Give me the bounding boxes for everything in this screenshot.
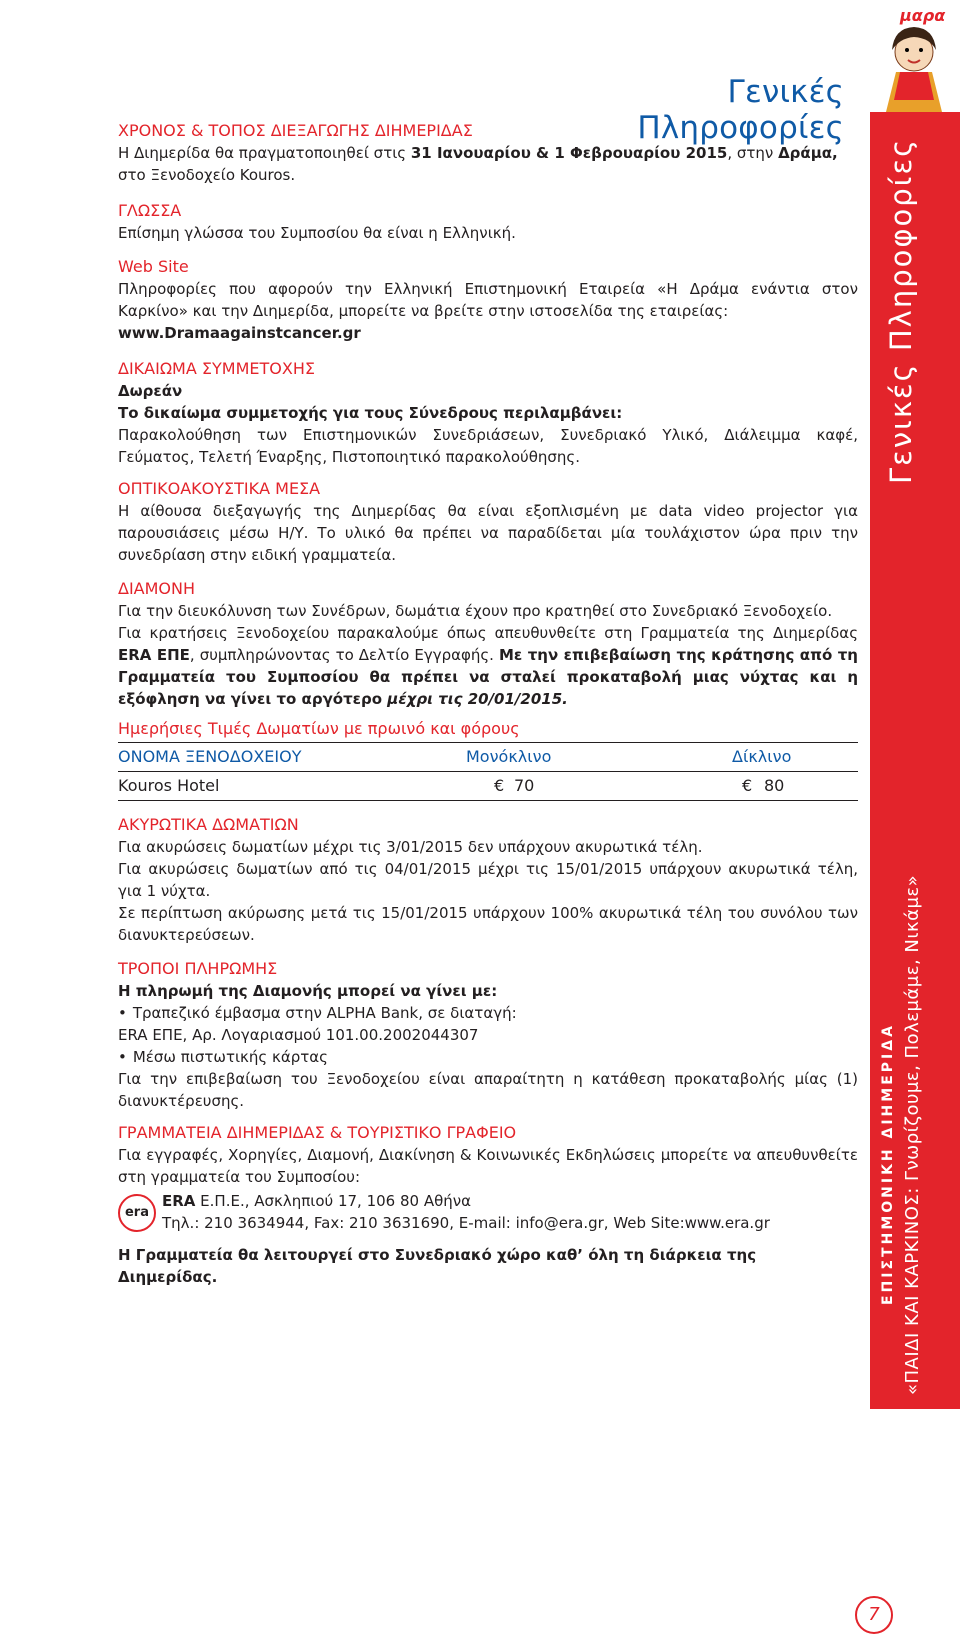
cancellation-line3: Σε περίπτωση ακύρωσης μετά τις 15/01/2015 υπάρχουν 100% ακυρωτικά τέλη του συνόλου των διανυκτερεύσεων. xyxy=(118,904,858,944)
col-double: Δίκλινο xyxy=(732,747,792,766)
page-number: 7 xyxy=(855,1596,893,1634)
payment-intro: Η πληρωμή της Διαμονής μπορεί να γίνει με: xyxy=(118,982,498,1000)
currency-symbol: € xyxy=(742,776,753,795)
section-venue xyxy=(118,120,858,186)
language-text: Επίσημη γλώσσα του Συμποσίου θα είναι η Ελληνική. xyxy=(118,224,516,242)
av-heading: ΟΠΤΙΚΟΑΚΟΥΣΤΙΚΑ ΜΕΣΑ xyxy=(118,479,321,498)
section-participation xyxy=(118,358,858,468)
rates-table xyxy=(118,742,858,801)
rates-heading: Ημερήσιες Τιμές Δωματίων με πρωινό και φόρους xyxy=(118,719,520,738)
secretariat-contacts: Τηλ.: 210 3634944, Fax: 210 3631690, E-mail: info@era.gr, Web Site:www.era.gr xyxy=(162,1214,770,1232)
accommodation-line2: Για κρατήσεις Ξενοδοχείου παρακαλούμε όπως απευθυνθείτε στη Γραμματεία της Διημερίδας ERA ΕΠΕ, συμπληρώνοντας το Δελτίο Εγγραφής. Με την επιβεβαίωση της κράτησης από τη Γραμματεία του Συμποσίου θα πρέπει να σταλεί προκαταβολή μιας νύχτας και η εξόφληση να γίνει το αργότερο μέχρι τις 20/01/2015. xyxy=(118,624,858,708)
section-accommodation xyxy=(118,578,858,710)
section-language xyxy=(118,200,858,244)
participation-heading: ΔΙΚΑΙΩΜΑ ΣΥΜΜΕΤΟΧΗΣ xyxy=(118,359,315,378)
av-text: Η αίθουσα διεξαγωγής της Διημερίδας θα είναι εξοπλισμένη με data video projector για παρουσιάσεις μέσω Η/Υ. Το υλικό θα πρέπει να παραδίδεται μία τουλάχιστον ώρα πριν την συνεδρίαση στην ειδική γραμματεία. xyxy=(118,502,858,564)
venue-text-line2: στο Ξενοδοχείο Kouros. xyxy=(118,166,296,184)
sidebar-vertical-title: Γενικές Πληροφορίες xyxy=(884,137,918,484)
payment-heading: ΤΡΟΠΟΙ ΠΛΗΡΩΜΗΣ xyxy=(118,959,278,978)
sidebar-conference-line1: ΕΠΙΣΤΗΜΟΝΙΚΗ ΔΙΗΜΕΡΙΔΑ xyxy=(880,1023,896,1305)
payment-note: Για την επιβεβαίωση του Ξενοδοχείου είναι απαραίτητη η κατάθεση προκαταβολής μίας (1) διανυκτέρευσης. xyxy=(118,1070,858,1110)
website-heading: Web Site xyxy=(118,257,189,276)
participation-fee: Δωρεάν xyxy=(118,382,183,400)
website-url[interactable]: www.Dramaagainstcancer.gr xyxy=(118,324,361,342)
single-price: 70 xyxy=(514,776,535,795)
col-hotel: ΟΝΟΜΑ ΞΕΝΟΔΟΧΕΙΟΥ xyxy=(118,747,302,766)
secretariat-address: ERA Ε.Π.Ε., Ασκληπιού 17, 106 80 Αθήνα xyxy=(162,1192,472,1210)
table-row xyxy=(118,772,858,801)
secretariat-text: Για εγγραφές, Χορηγίες, Διαμονή, Διακίνηση & Κοινωνικές Εκδηλώσεις μπορείτε να απευθυνθείτε στη γραμματεία του Συμποσίου: xyxy=(118,1146,858,1186)
participation-includes: Το δικαίωμα συμμετοχής για τους Σύνεδρους περιλαμβάνει: xyxy=(118,404,623,422)
accommodation-line1: Για την διευκόλυνση των Συνέδρων, δωμάτια έχουν προ κρατηθεί στο Συνεδριακό Ξενοδοχείο. xyxy=(118,602,833,620)
venue-text: Η Διημερίδα θα πραγματοποιηθεί στις 31 Ιανουαρίου & 1 Φεβρουαρίου 2015, στην Δράμα, xyxy=(118,144,838,162)
double-price: 80 xyxy=(764,776,785,795)
secretariat-heading: ΓΡΑΜΜΑΤΕΙΑ ΔΙΗΜΕΡΙΔΑΣ & ΤΟΥΡΙΣΤΙΚΟ ΓΡΑΦΕΙΟ xyxy=(118,1123,517,1142)
accommodation-heading: ΔΙΑΜΟΝΗ xyxy=(118,579,196,598)
section-secretariat xyxy=(118,1122,858,1288)
cancellation-line2: Για ακυρώσεις δωματίων από τις 04/01/2015 μέχρι τις 15/01/2015 υπάρχουν ακυρωτικά τέλη, για 1 νύχτα. xyxy=(118,860,858,900)
col-single: Μονόκλινο xyxy=(466,747,552,766)
participation-text: Παρακολούθηση των Επιστημονικών Συνεδριάσεων, Συνεδριακό Υλικό, Διάλειμμα καφέ, Γεύματος, Τελετή Έναρξης, Πιστοποιητικό παρακολούθησης. xyxy=(118,426,858,466)
sidebar xyxy=(870,0,960,1409)
website-text: Πληροφορίες που αφορούν την Ελληνική Επιστημονική Εταιρεία «Η Δράμα ενάντια στον Καρκίνο» και την Διημερίδα, μπορείτε να βρείτε στην ιστοσελίδα της εταιρείας: xyxy=(118,280,858,320)
section-payment xyxy=(118,958,858,1112)
currency-symbol: € xyxy=(494,776,505,795)
payment-bullet1-sub: ERA ΕΠΕ, Αρ. Λογαριασμού 101.00.2002044307 xyxy=(118,1026,479,1044)
page-title: Γενικές Πληροφορίες xyxy=(637,74,844,146)
section-av xyxy=(118,478,858,566)
cancellation-line1: Για ακυρώσεις δωματίων μέχρι τις 3/01/2015 δεν υπάρχουν ακυρωτικά τέλη. xyxy=(118,838,703,856)
rates-table-header xyxy=(118,742,858,772)
hotel-name: Kouros Hotel xyxy=(118,776,220,795)
payment-bullet2: • Μέσω πιστωτικής κάρτας xyxy=(118,1046,858,1068)
era-logo: era xyxy=(118,1194,156,1232)
secretariat-contact xyxy=(118,1188,858,1236)
section-cancellation xyxy=(118,814,858,946)
mara-logo xyxy=(870,0,960,112)
sidebar-conference-line2: «ΠΑΙΔΙ ΚΑΙ ΚΑΡΚΙΝΟΣ: Γνωρίζουμε, Πολεμάμε, Νικάμε» xyxy=(902,874,923,1395)
language-heading: ΓΛΩΣΣΑ xyxy=(118,201,182,220)
payment-bullet1: • Τραπεζικό έμβασμα στην ALPHA Bank, σε διαταγή: xyxy=(118,1002,858,1024)
logo-text: μαρα xyxy=(900,6,946,25)
venue-heading: ΧΡΟΝΟΣ & ΤΟΠΟΣ ΔΙΕΞΑΓΩΓΗΣ ΔΙΗΜΕΡΙΔΑΣ xyxy=(118,121,473,140)
cancellation-heading: ΑΚΥΡΩΤΙΚΑ ΔΩΜΑΤΙΩΝ xyxy=(118,815,299,834)
secretariat-closing: Η Γραμματεία θα λειτουργεί στο Συνεδριακό χώρο καθ’ όλη τη διάρκεια της Διημερίδας. xyxy=(118,1246,757,1286)
section-website xyxy=(118,256,858,344)
